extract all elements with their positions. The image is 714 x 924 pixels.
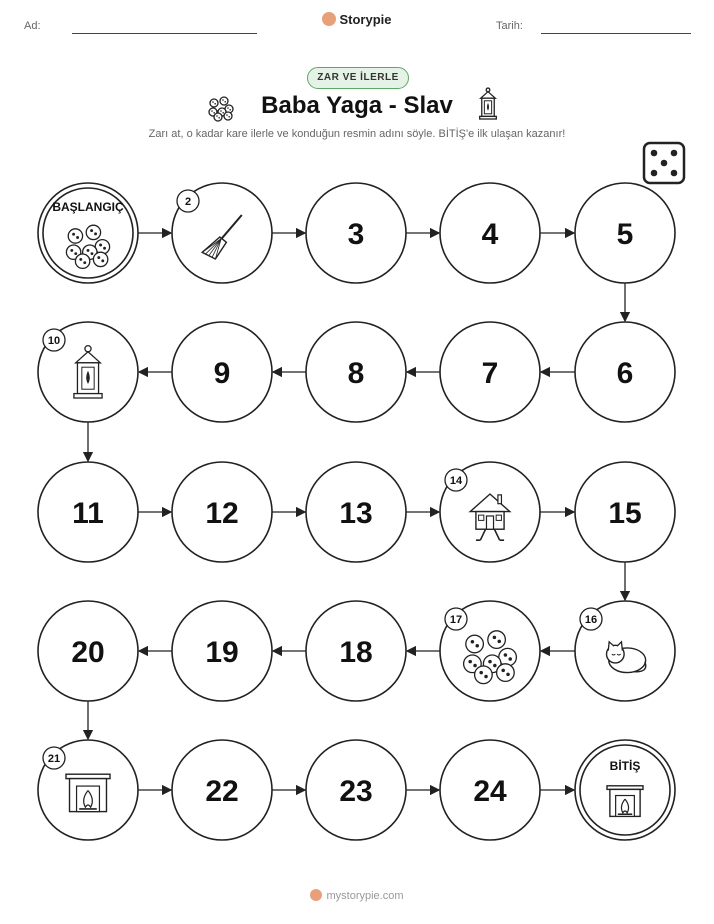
board-square[interactable] (38, 601, 138, 701)
square-number: 24 (473, 775, 507, 808)
square-number: 9 (213, 357, 231, 390)
square-number: 10 (47, 335, 61, 347)
board-square[interactable] (172, 601, 272, 701)
board-square[interactable] (575, 601, 675, 701)
footer-url: mystorypie.com (326, 890, 404, 902)
board-square[interactable] (306, 462, 406, 562)
name-label: Ad: (24, 20, 41, 32)
fireplace-icon (607, 786, 643, 817)
square-number: 8 (347, 357, 365, 390)
square-number: 20 (71, 636, 105, 669)
board-square[interactable] (172, 462, 272, 562)
square-number: 21 (47, 753, 61, 765)
board-square[interactable] (172, 183, 272, 283)
board-square[interactable] (575, 322, 675, 422)
square-number: 19 (205, 636, 239, 669)
square-number: 23 (339, 775, 373, 808)
board-square[interactable] (306, 322, 406, 422)
square-number: 7 (481, 357, 499, 390)
square-number: 18 (339, 636, 373, 669)
board-square[interactable] (172, 322, 272, 422)
board-square[interactable] (575, 740, 675, 840)
square-number: 5 (616, 218, 634, 251)
square-number: 6 (616, 357, 634, 390)
board-square[interactable] (38, 183, 138, 283)
board-square[interactable] (38, 322, 138, 422)
square-number: 14 (449, 475, 463, 487)
board-square[interactable] (306, 601, 406, 701)
square-number: 13 (339, 497, 373, 530)
board-square[interactable] (440, 462, 540, 562)
finish-label: BİTİŞ (609, 759, 641, 773)
square-number: 17 (449, 614, 463, 626)
square-number: 15 (608, 497, 642, 530)
board-square[interactable] (440, 183, 540, 283)
square-number: 11 (72, 497, 104, 530)
activity-badge: ZAR VE İLERLE (307, 67, 409, 89)
square-number: 3 (347, 218, 365, 251)
title-lantern-icon (480, 88, 497, 119)
board-square[interactable] (440, 740, 540, 840)
board-square[interactable] (575, 462, 675, 562)
date-label: Tarih: (496, 20, 523, 32)
dice-icon (644, 143, 684, 183)
start-label: BAŞLANGIÇ (52, 200, 124, 214)
board-square[interactable] (440, 601, 540, 701)
board-square[interactable] (306, 740, 406, 840)
board-square[interactable] (172, 740, 272, 840)
storypie-logo-icon (310, 889, 322, 901)
square-number: 12 (205, 497, 239, 530)
footer (0, 889, 714, 902)
fireplace-icon (66, 774, 110, 811)
board-square[interactable] (38, 462, 138, 562)
brand-name: Storypie (339, 12, 392, 27)
square-number: 22 (205, 775, 239, 808)
title-text: Baba Yaga - Slav (261, 92, 453, 119)
title-berries-icon (209, 97, 233, 121)
board-square[interactable] (306, 183, 406, 283)
square-number: 16 (584, 614, 598, 626)
square-number: 2 (184, 196, 192, 208)
instructions: Zarı at, o kadar kare ilerle ve konduğun resmin adını söyle. BİTİŞ'e ilk ulaşan kazanır! (148, 128, 566, 140)
board-square[interactable] (575, 183, 675, 283)
square-number: 4 (481, 218, 499, 251)
board-square[interactable] (38, 740, 138, 840)
board-square[interactable] (440, 322, 540, 422)
